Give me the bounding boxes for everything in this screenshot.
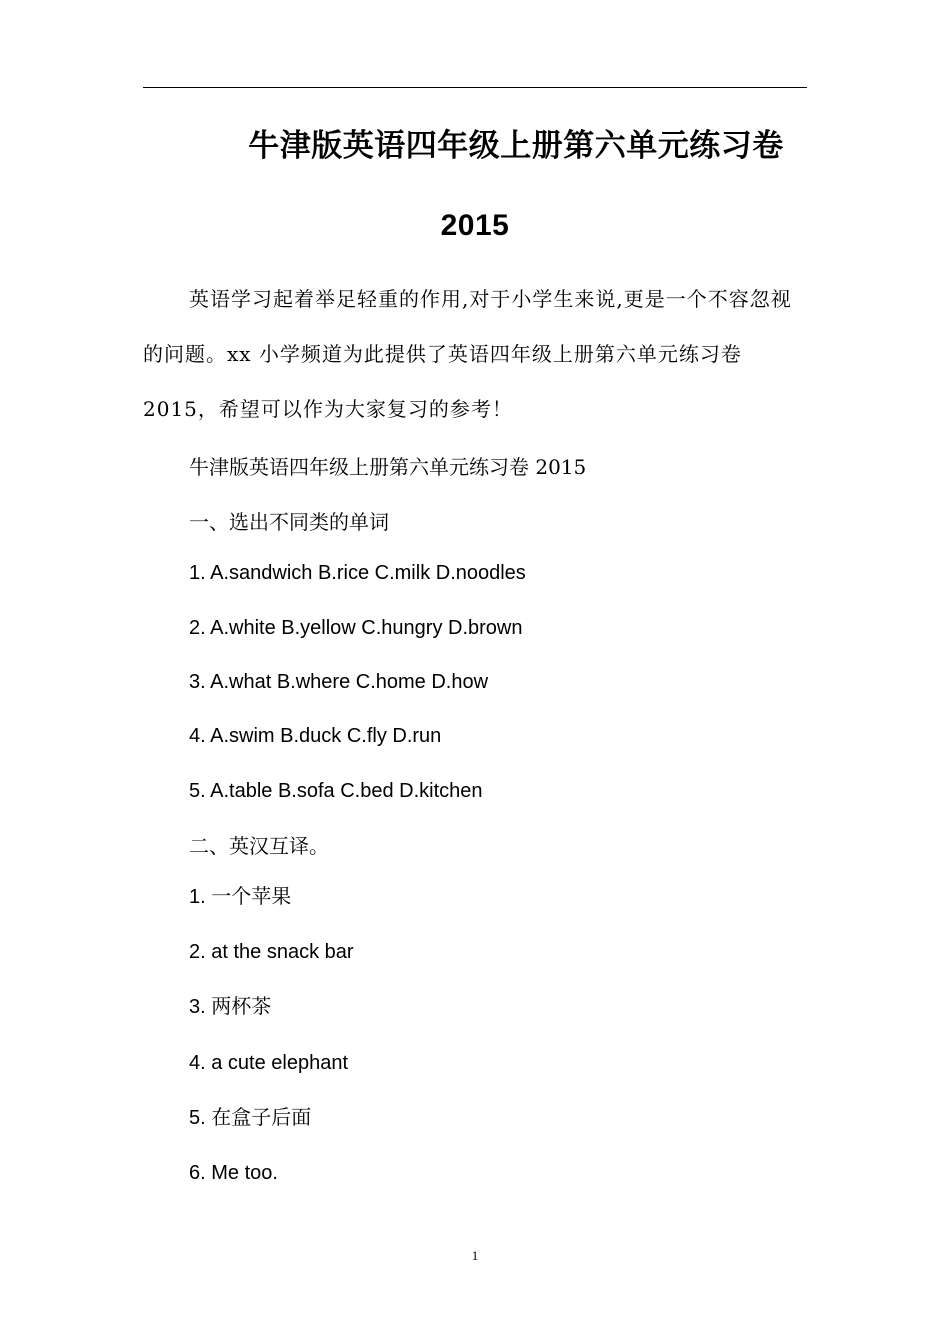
section2-heading: 二、英汉互译。 bbox=[189, 834, 329, 858]
list-item: 4. A.swim B.duck C.fly D.run bbox=[189, 725, 442, 747]
document-title-year: 2015 bbox=[440, 209, 510, 242]
list-item: 3. A.what B.where C.home D.how bbox=[189, 671, 489, 693]
list-item: 3. 两杯茶 bbox=[189, 996, 272, 1018]
document-title: 牛津版英语四年级上册第六单元练习卷 bbox=[248, 128, 784, 164]
list-item: 2. at the snack bar bbox=[189, 941, 354, 963]
subtitle: 牛津版英语四年级上册第六单元练习卷 2015 bbox=[189, 455, 587, 479]
list-item: 5. A.table B.sofa C.bed D.kitchen bbox=[189, 780, 483, 802]
list-item: 2. A.white B.yellow C.hungry D.brown bbox=[189, 617, 523, 639]
intro-paragraph: 英语学习起着举足轻重的作用,对于小学生来说,更是一个不容忽视的问题。xx 小学频道为此提供了英语四年级上册第六单元练习卷 2015，希望可以作为大家复习的参考！ bbox=[143, 287, 792, 421]
list-item: 5. 在盒子后面 bbox=[189, 1107, 312, 1129]
list-item: 1. 一个苹果 bbox=[189, 886, 292, 908]
section1-heading: 一、选出不同类的单词 bbox=[189, 510, 389, 534]
list-item: 4. a cute elephant bbox=[189, 1052, 349, 1074]
list-item: 1. A.sandwich B.rice C.milk D.noodles bbox=[189, 562, 526, 584]
list-item: 6. Me too. bbox=[189, 1162, 278, 1184]
page-number: 1 bbox=[471, 1248, 479, 1263]
header-rule bbox=[143, 87, 807, 88]
